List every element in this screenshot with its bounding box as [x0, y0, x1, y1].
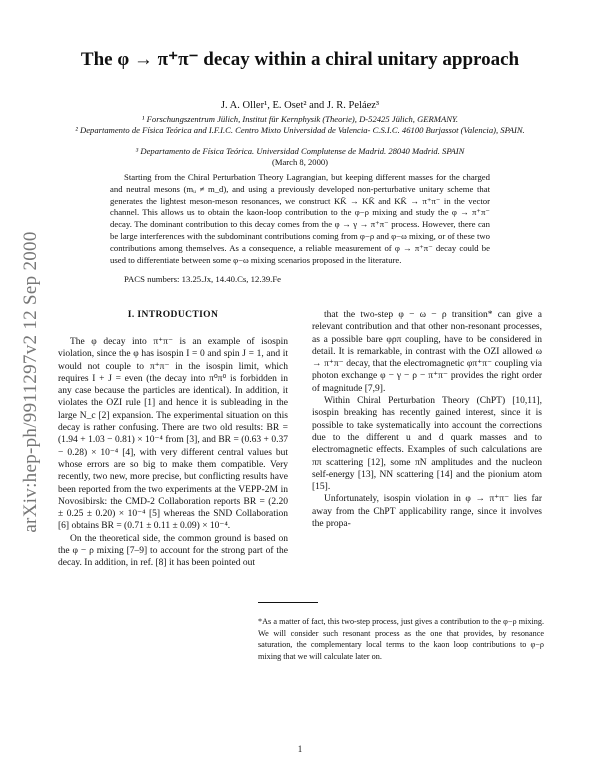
section-heading: I. INTRODUCTION [127, 310, 219, 320]
author-list: J. A. Oller¹, E. Oset² and J. R. Peláez³ [220, 100, 380, 111]
paragraph: On the theoretical side, the common ground is based on the φ − ρ mixing [7–9] to account for the strong part of the decay. In addition, in ref. [8] it has been pointed out [58, 533, 288, 569]
affiliation-1: ¹ Forschungszentrum Jülich, Institut für Kernphysik (Theorie), D-52425 Jülich, GERMANY. [141, 114, 459, 124]
footnote-divider [258, 602, 318, 603]
arxiv-identifier: arXiv:hep-ph/9911297v2 12 Sep 2000 [20, 231, 41, 533]
affiliation-2: ² Departamento de Física Teórica and I.F.I.C. Centro Mixto Universidad de Valencia- C.S.I.C. 46100 Burjassot (Valencia), SPAIN. [75, 125, 525, 135]
paper-title: The φ → π⁺π⁻ decay within a chiral unitary approach [80, 49, 520, 70]
paragraph: Unfortunately, isospin violation in φ → π⁺π⁻ lies far away from the ChPT applicability range, since it involves the propa- [312, 494, 542, 530]
date-line: (March 8, 2000) [271, 157, 329, 167]
abstract: Starting from the Chiral Perturbation Theory Lagrangian, but keeping different masses for the charged and neutral mesons (mᵤ ≠ m_d), and using a previously developed non-perturbative unitary scheme that generates the lightest meson-meson resonances, we construct KK̄ → KK̄ and KK̄ → π⁺π⁻ in the vector channel. This allows us to obtain the kaon-loop contribution to the φ−ρ mixing and study the φ → π⁺π⁻ decay. The dominant contribution to this decay comes from the φ → γ → π⁺π⁻ process. However, there can be large interferences with the subdominant contributions coming from φ−ρ and φ−ω mixing, or of these two contributions among themselves. As a consequence, a reliable measurement of φ → π⁺π⁻ decay could be used to differentiate between some φ−ω mixing scenarios proposed in the literature. [110, 172, 490, 265]
affiliation-3: ³ Departamento de Física Teórica. Universidad Complutense de Madrid. 28040 Madrid. SPAIN [135, 146, 465, 156]
paragraph: The φ decay into π⁺π⁻ is an example of isospin violation, since the φ has isospin I = 0 and spin J = 1, and it would not couple to π⁺π⁻ in the isospin limit, which requires I + J = even (the decay into π⁰π⁰ is forbidden in any case because the particles are identical). In addition, it violates the OZI rule [1] and hence it is subleading in the large N_c [2] expansion. The experimental situation on this decay is rather confusing. There are two old results: BR = (1.94 + 1.03 − 0.81) × 10⁻⁴ from [3], and BR = (0.63 + 0.37 − 0.28) × 10⁻⁴ [4], with very different central values but whose errors are so big to make them compatible. Very recently, two new, more precise, but conflicting results have been reported from the two experiments at the VEPP-2M in Novosibirsk: the CMD-2 Collaboration reports BR = (2.20 ± 0.25 ± 0.20) × 10⁻⁴ [5] whereas the SND Collaboration [6] obtains BR = (0.71 ± 0.11 ± 0.09) × 10⁻⁴. [58, 337, 288, 532]
paragraph: that the two-step φ − ω − ρ transition* can give a relevant contribution and that other non-resonant processes, as a possible bare φρπ coupling, have to be considered in detail. It is remarkable, in contrast with the OZI allowed ω → π⁺π⁻ decay, that the electromagnetic φπ⁺π⁻ coupling via photon exchange φ − γ − ρ − π⁺π⁻ provides the right order of magnitude [7,9]. [312, 310, 542, 394]
paragraph: Within Chiral Perturbation Theory (ChPT) [10,11], isospin breaking has recently gained interest, since it is possible to take systematically into account the corrections due to the different u and d quark masses and to electromagnetic effects. Examples of such calculations are ππ scattering [12], some πN amplitudes and the nucleon self-energy [13], NN scattering [14] and the pionium atom [15]. [312, 396, 542, 493]
page-number: 1 [297, 744, 303, 754]
right-column [312, 309, 542, 530]
pacs-numbers: PACS numbers: 13.25.Jx, 14.40.Cs, 12.39.Fe [124, 274, 282, 284]
left-column [58, 336, 288, 570]
footnote: *As a matter of fact, this two-step process, just gives a contribution to the φ−ρ mixing. We will consider such resonant process as the one that provides, by resonance saturation, the complementary local terms to the kaon loop contributions to φ−ρ mixing that we will calculate later on. [258, 617, 544, 661]
